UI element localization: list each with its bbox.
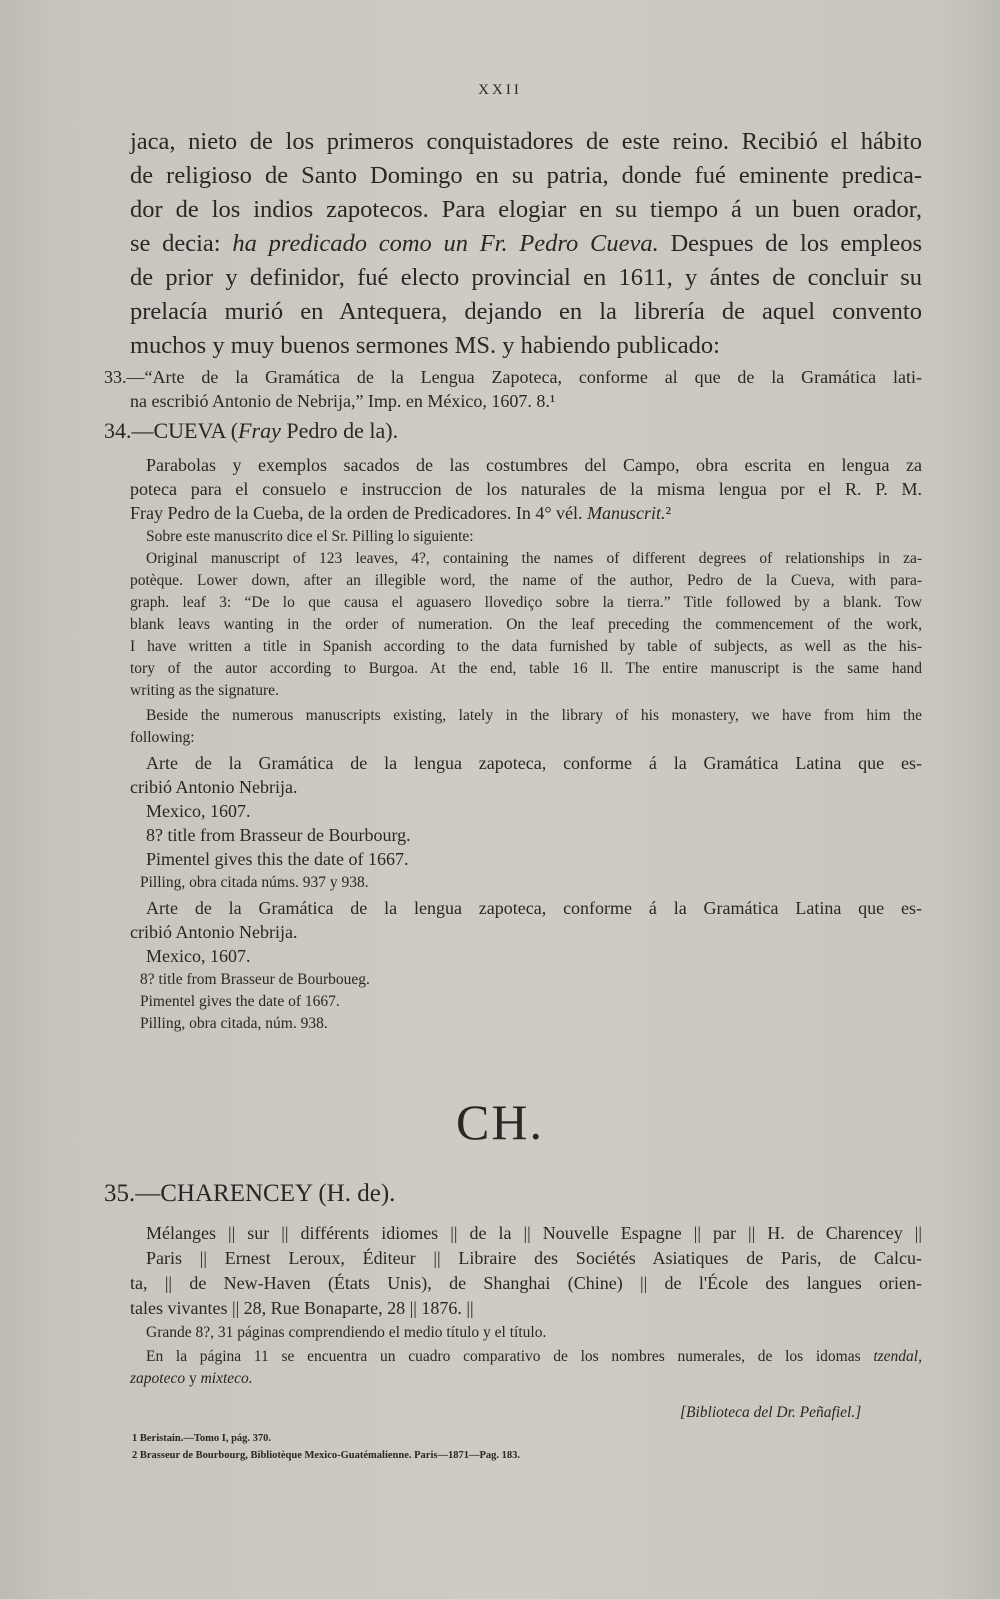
text-run: 34.—CUEVA ( xyxy=(104,418,239,443)
entry-35-title-line: Mélanges || sur || différents idiomes || de la || Nouvelle Espagne || par || H. de Charencey || xyxy=(146,1223,922,1243)
arte-1-line: cribió Antonio Nebrija. xyxy=(130,777,298,797)
text-run: ² xyxy=(665,503,671,523)
arte-1-note: 8? title from Brasseur de Bourbourg. xyxy=(146,825,411,845)
entry-34-desc: poteca para el consuelo e instruccion de los naturales de la misma lengua por el R. P. M. xyxy=(130,479,922,499)
entry-35-heading: 35.—CHARENCEY (H. de). xyxy=(104,1180,396,1207)
pilling-quote-line: tory of the autor according to Burgoa. At the end, table 16 ll. The entire manuscript is the same hand xyxy=(130,660,922,677)
text-run: mixteco. xyxy=(200,1370,253,1387)
entry-35-note xyxy=(146,1348,922,1366)
arte-1-note: Pimentel gives this the date of 1667. xyxy=(146,849,409,869)
section-heading: CH. xyxy=(456,1094,544,1150)
pilling-intro: Sobre este manuscrito dice el Sr. Pilling lo siguiente: xyxy=(146,528,474,545)
arte-2-place: Mexico, 1607. xyxy=(146,946,251,966)
pilling-quote-line: blank leavs wanting in the order of numeration. On the leaf preceding the commencement of the work, xyxy=(130,616,922,633)
footnote: 1 Beristain.—Tomo I, pág. 370. xyxy=(132,1433,272,1444)
text-run: En la página 11 se encuentra un cuadro comparativo de los nombres numerales, de los idomas xyxy=(146,1348,874,1365)
body-line: dor de los indios zapotecos. Para elogiar en su tiempo á un buen orador, xyxy=(130,196,922,223)
pilling-quote-line: potèque. Lower down, after an illegible word, the name of the author, Pedro de la Cueva, with para- xyxy=(130,572,922,589)
text-run: y xyxy=(185,1370,201,1387)
entry-35-pages: Grande 8?, 31 páginas comprendiendo el medio título y el título. xyxy=(146,1324,547,1341)
text-run: Fray Pedro de la Cueba, de la orden de Predicadores. In 4° vél. xyxy=(130,503,588,523)
body-line: jaca, nieto de los primeros conquistadores de este reino. Recibió el hábito xyxy=(130,128,922,155)
beside-line: following: xyxy=(130,729,195,746)
entry-35-title-line: Paris || Ernest Leroux, Éditeur || Libraire des Sociétés Asiatiques de Paris, de Calcu- xyxy=(146,1248,922,1268)
italic-quote: ha predicado como un Fr. Pedro Cueva. xyxy=(232,230,659,257)
arte-2-note: Pilling, obra citada, núm. 938. xyxy=(140,1015,328,1032)
entry-33-line: na escribió Antonio de Nebrija,” Imp. en México, 1607. 8.¹ xyxy=(130,391,556,411)
entry-34-desc xyxy=(130,503,671,524)
text-run: zapoteco xyxy=(130,1370,186,1387)
pilling-quote-line: writing as the signature. xyxy=(130,682,279,699)
body-line: de religioso de Santo Domingo en su patria, donde fué eminente predica- xyxy=(130,162,922,189)
arte-2-line: Arte de la Gramática de la lengua zapoteca, conforme á la Gramática Latina que es- xyxy=(146,898,922,918)
footnote: 2 Brasseur de Bourbourg, Bibliotèque Mexico-Guatémalienne. Paris—1871—Pag. 183. xyxy=(132,1450,520,1461)
pilling-ref: Pilling, obra citada núms. 937 y 938. xyxy=(140,874,369,891)
text-run: Despues de los empleos xyxy=(658,230,922,257)
page-number: XXII xyxy=(478,82,522,98)
body-line: de prior y definidor, fué electo provincial en 1611, y ántes de concluir su xyxy=(130,264,922,291)
body-line xyxy=(130,230,922,258)
entry-35-title-line: tales vivantes || 28, Rue Bonaparte, 28 || 1876. || xyxy=(130,1298,474,1318)
arte-1-note: Mexico, 1607. xyxy=(146,801,251,821)
entry-35-title-line: ta, || de New-Haven (États Unis), de Shanghai (Chine) || de l'École des langues orien- xyxy=(130,1273,922,1293)
text-run: se decia: xyxy=(130,230,233,257)
body-line: prelacía murió en Antequera, dejando en la librería de aquel convento xyxy=(130,298,922,325)
pilling-quote-line: graph. leaf 3: “De lo que causa el aguasero llovediço sobre la tierra.” Title followed by a blank. Tow xyxy=(130,594,922,611)
beside-line: Beside the numerous manuscripts existing, lately in the library of his monastery, we have from him the xyxy=(146,707,922,724)
text-run: Fray xyxy=(238,418,281,443)
arte-1-line: Arte de la Gramática de la lengua zapoteca, conforme á la Gramática Latina que es- xyxy=(146,753,922,773)
arte-2-line: cribió Antonio Nebrija. xyxy=(130,922,298,942)
library-attribution: [Biblioteca del Dr. Peñafiel.] xyxy=(680,1404,862,1421)
text-run: tzendal, xyxy=(873,1348,922,1365)
arte-2-note: Pimentel gives the date of 1667. xyxy=(140,993,340,1010)
text-run: Manuscrit. xyxy=(587,503,666,523)
entry-34-desc: Parabolas y exemplos sacados de las costumbres del Campo, obra escrita en lengua za xyxy=(146,455,922,475)
pilling-quote-line: Original manuscript of 123 leaves, 4?, containing the names of different degrees of relationships in za- xyxy=(146,550,922,567)
body-line: muchos y muy buenos sermones MS. y habiendo publicado: xyxy=(130,332,720,359)
entry-33-line: 33.—“Arte de la Gramática de la Lengua Zapoteca, conforme al que de la Gramática lati- xyxy=(104,367,922,387)
text-run: Pedro de la). xyxy=(280,418,399,443)
pilling-quote-line: I have written a title in Spanish according to the data furnished by table of subjects, as well as the his- xyxy=(130,638,922,655)
entry-35-note xyxy=(130,1370,253,1388)
arte-2-note: 8? title from Brasseur de Bourboueg. xyxy=(140,971,370,988)
entry-34-heading xyxy=(104,418,398,444)
